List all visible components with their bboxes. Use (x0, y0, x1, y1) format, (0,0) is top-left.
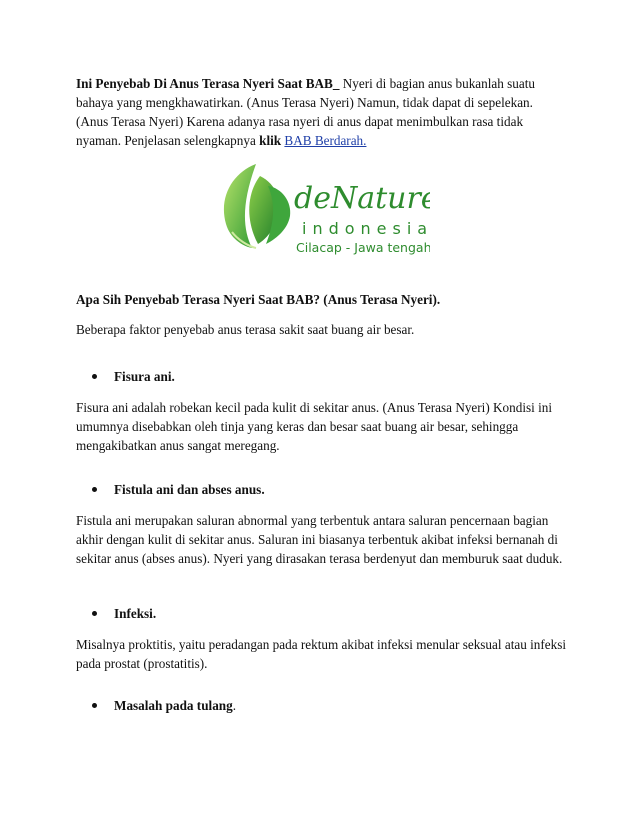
item-body: Fistula ani merupakan saluran abnormal yang terbentuk antara saluran pencernaan bagian akhir dengan kulit di sekitar anus. Saluran ini biasanya terbentuk akibat infeksi bernanah di sekitar anus (abses anus). Nyeri yang dirasakan terasa berdenyut dan memburuk saat duduk. (76, 513, 563, 566)
denature-logo (212, 158, 430, 258)
bullet-icon (92, 703, 97, 708)
bullet-icon (92, 374, 97, 379)
item-title: Fistula ani dan abses anus. (114, 482, 265, 497)
bullet-icon (92, 487, 97, 492)
item-title: Fisura ani. (114, 369, 175, 384)
logo-sub: indonesia (302, 219, 430, 238)
item-body: Fisura ani adalah robekan kecil pada kulit di sekitar anus. (Anus Terasa Nyeri) Kondisi ini umumnya disebabkan oleh tinja yang keras dan besar saat buang air besar, sehingga mengakibatkan anus sangat meregang. (76, 400, 553, 453)
intro-paragraph (76, 74, 566, 150)
logo-brand: deNature (294, 181, 430, 216)
item-title: Infeksi. (114, 606, 157, 621)
leaf-logo-icon (212, 158, 430, 258)
bullet-icon (92, 611, 97, 616)
intro-title: Ini Penyebab Di Anus Terasa Nyeri Saat BAB_ (76, 76, 340, 91)
item-title: Masalah pada tulang. (114, 698, 237, 713)
intro-body: Nyeri di bagian anus bukanlah suatu bahaya yang mengkhawatirkan. (Anus Terasa Nyeri) Namun, tidak dapat di sepelekan. (Anus Terasa Nyeri) Karena adanya rasa nyeri di anus dapat menimbulkan rasa tidak nyaman. Penjelasan selengkapnya (76, 76, 536, 148)
logo-location: Cilacap - Jawa tengah (296, 240, 430, 255)
item-body: Misalnya proktitis, yaitu peradangan pada rektum akibat infeksi menular seksual atau infeksi pada prostat (prostatitis). (76, 637, 566, 671)
section-heading: Apa Sih Penyebab Terasa Nyeri Saat BAB? (Anus Terasa Nyeri). (76, 292, 441, 307)
section-lead: Beberapa faktor penyebab anus terasa sakit saat buang air besar. (76, 322, 415, 337)
bab-berdarah-link[interactable]: BAB Berdarah. (284, 133, 367, 148)
intro-klik: klik (259, 133, 282, 148)
